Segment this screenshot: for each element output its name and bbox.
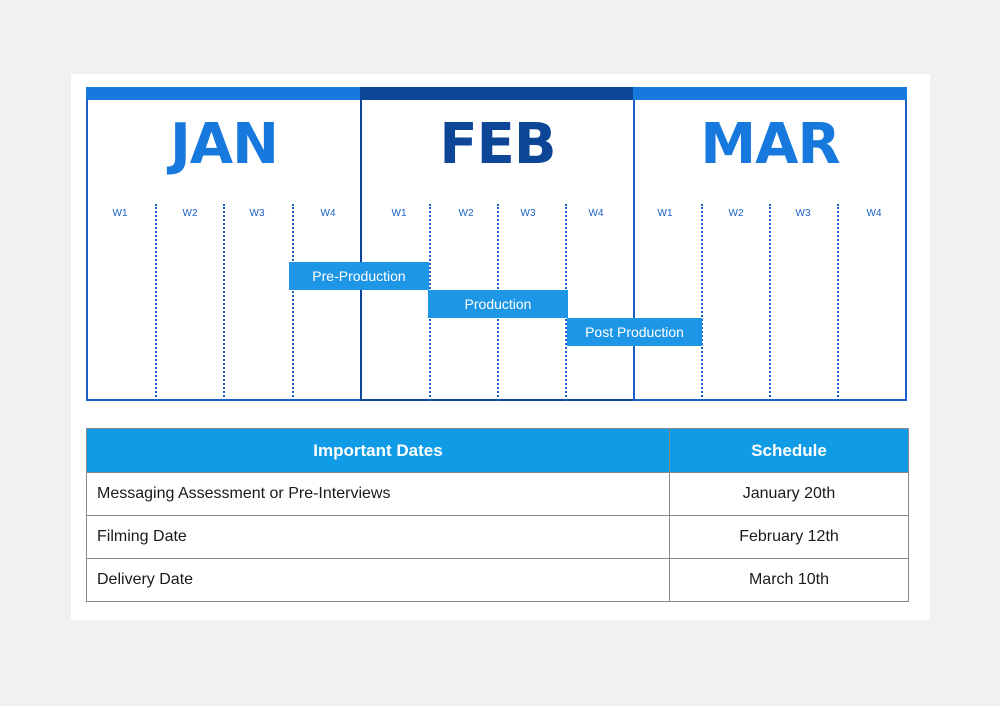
date-description: Filming Date (87, 516, 670, 559)
month-name: MAR (700, 112, 840, 177)
table-header-row (87, 429, 909, 473)
date-description: Messaging Assessment or Pre-Interviews (87, 473, 670, 516)
column-header-important-dates: Important Dates (87, 429, 670, 473)
week-label: W3 (795, 208, 811, 219)
week-divider (223, 204, 225, 401)
week-divider (155, 204, 157, 401)
week-label: W4 (320, 208, 336, 219)
month-column-jan (86, 87, 362, 401)
week-label: W2 (182, 208, 198, 219)
week-label: W3 (520, 208, 536, 219)
month-name: JAN (169, 112, 279, 177)
phase-bar-post-production: Post Production (567, 318, 702, 346)
gantt-timeline (86, 87, 907, 401)
week-label: W1 (657, 208, 673, 219)
column-header-schedule: Schedule (670, 429, 909, 473)
week-label: W4 (588, 208, 604, 219)
schedule-date: March 10th (670, 559, 909, 602)
month-column-feb (360, 87, 635, 401)
date-description: Delivery Date (87, 559, 670, 602)
week-divider (701, 204, 703, 401)
phase-bar-production: Production (428, 290, 568, 318)
week-label: W4 (866, 208, 882, 219)
phase-bar-pre-production: Pre-Production (289, 262, 429, 290)
month-name: FEB (439, 112, 556, 177)
table-row (87, 559, 909, 602)
week-label: W1 (112, 208, 128, 219)
week-label: W1 (391, 208, 407, 219)
schedule-date: January 20th (670, 473, 909, 516)
week-divider (837, 204, 839, 401)
week-label: W3 (249, 208, 265, 219)
month-header-bar (86, 87, 362, 100)
week-divider (292, 204, 294, 401)
table-row (87, 473, 909, 516)
table-row (87, 516, 909, 559)
month-column-mar (633, 87, 907, 401)
schedule-date: February 12th (670, 516, 909, 559)
month-header-bar (633, 87, 907, 100)
week-label: W2 (728, 208, 744, 219)
week-label: W2 (458, 208, 474, 219)
week-divider (769, 204, 771, 401)
month-header-bar (360, 87, 635, 100)
important-dates-table (86, 428, 909, 602)
